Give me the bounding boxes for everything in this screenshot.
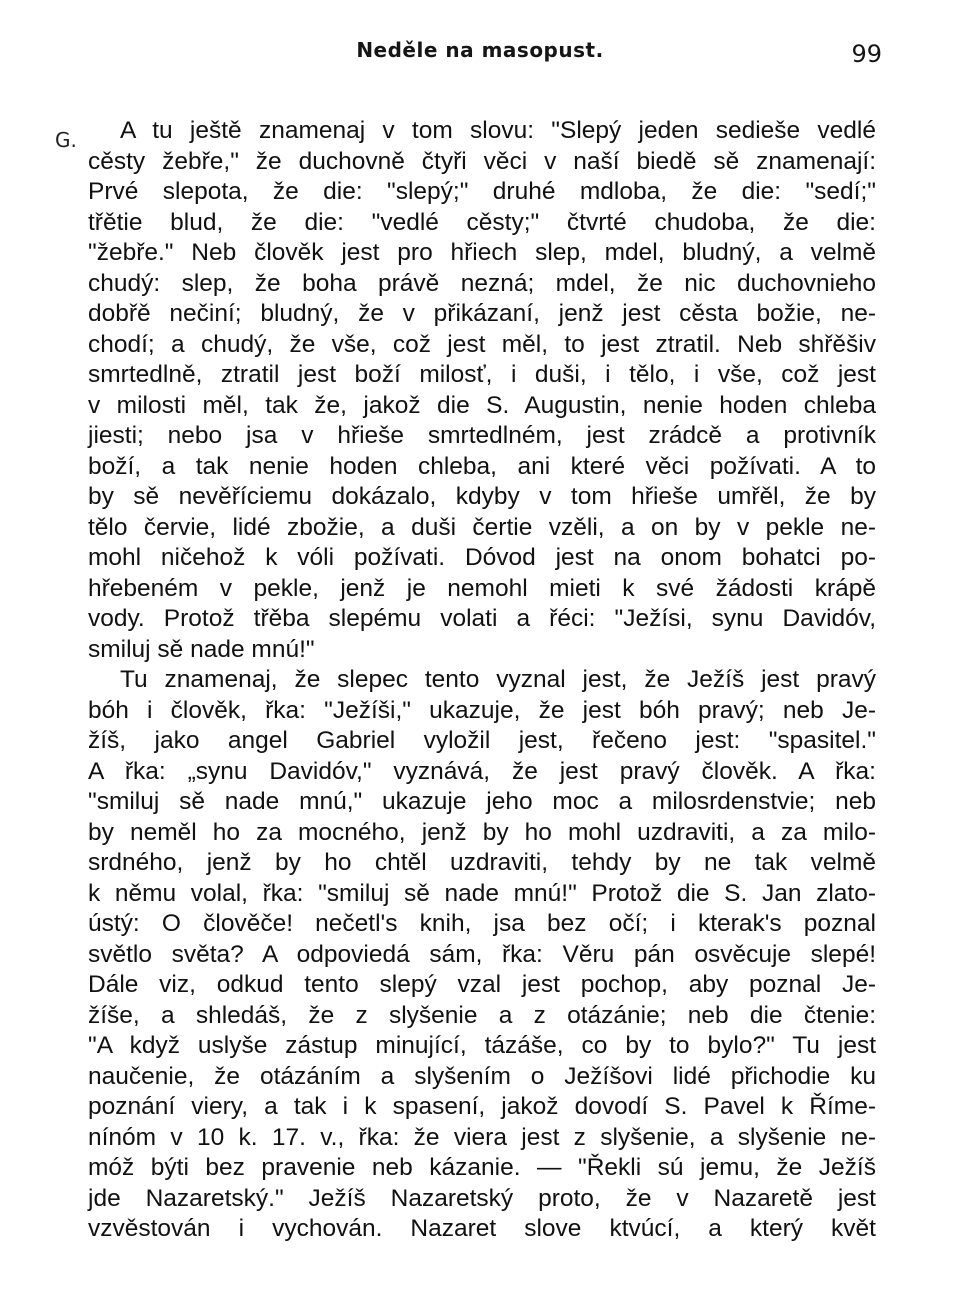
text-line: móž býti bez pravenie neb kázanie. — "Řekli sú jemu, že Ježíš	[88, 1154, 876, 1181]
body-text	[88, 116, 876, 1245]
text-line: naučenie, že otázáním a slyšením o Ježíšovi lidé přichodie ku	[88, 1062, 876, 1090]
text-line: žíš, jako angel Gabriel vyložil jest, řečeno jest: "spasitel."	[88, 727, 876, 754]
text-line: bóh i člověk, řka: "Ježíši," ukazuje, že jest bóh pravý; neb Je-	[88, 696, 876, 724]
text-line: Prvé slepota, že die: "slepý;" druhé mdloba, že die: "sedí;"	[88, 178, 876, 205]
text-line: A řka: „synu Davidóv," vyznává, že jest pravý člověk. A řka:	[88, 757, 876, 785]
text-line: smrtedlně, ztratil jest boží milosť, i duši, i tělo, i vše, což jest	[88, 361, 876, 388]
text-line: chudý: slep, že boha právě nezná; mdel, že nic duchovnieho	[88, 269, 876, 297]
text-line: světlo světa? A odpoviedá sám, řka: Věru pán osvěcuje slepé!	[88, 940, 876, 968]
text-line: smiluj sě nade mnú!"	[88, 635, 315, 663]
text-line: třětie blud, že die: "vedlé cěsty;" čtvrté chudoba, že die:	[88, 208, 876, 236]
margin-marker: G.	[55, 128, 77, 152]
text-line: hřebeném v pekle, jenž je nemohl mieti k své žádosti krápě	[88, 574, 876, 602]
text-line: Dále viz, odkud tento slepý vzal jest pochop, aby poznal Je-	[88, 971, 876, 998]
text-line: k němu volal, řka: "smiluj sě nade mnú!" Protož die S. Jan zlato-	[88, 879, 876, 907]
page-number: 99	[851, 40, 882, 68]
text-line: nínóm v 10 k. 17. v., řka: že viera jest z slyšenie, a slyšenie ne-	[88, 1123, 876, 1151]
text-line: vody. Protož třěba slepému volati a řéci: "Ježísi, synu Davidóv,	[88, 605, 876, 632]
text-line: tělo červie, lidé zbožie, a duši čertie vzěli, a on by v pekle ne-	[88, 513, 876, 541]
text-line: by neměl ho za mocného, jenž by ho mohl uzdraviti, a za milo-	[88, 818, 876, 846]
text-line: srdného, jenž by ho chtěl uzdraviti, tehdy by ne tak velmě	[88, 849, 876, 876]
text-line: "žebře." Neb člověk jest pro hřiech slep, mdel, bludný, a velmě	[88, 239, 876, 266]
text-line: vzvěstován i vychován. Nazaret slove ktvúcí, a který květ	[88, 1215, 876, 1242]
text-line: by sě nevěříciemu dokázalo, kdyby v tom hřieše umřěl, že by	[88, 483, 876, 510]
text-line: "smiluj sě nade mnú," ukazuje jeho moc a milosrdenstvie; neb	[88, 788, 876, 815]
text-line: Tu znamenaj, že slepec tento vyznal jest, že Ježíš jest pravý	[120, 666, 876, 693]
text-line: žíše, a shledáš, že z slyšenie a z otázánie; neb die čtenie:	[88, 1001, 876, 1029]
text-line: ústý: O člověče! nečetl's knih, jsa bez očí; i kterak's poznal	[88, 910, 876, 937]
text-line: dobřě nečiní; bludný, že v přikázaní, jenž jest cěsta božie, ne-	[88, 300, 876, 327]
text-line: A tu ještě znamenaj v tom slovu: "Slepý jeden sedieše vedlé	[120, 117, 876, 144]
text-line: boží, a tak nenie hoden chleba, ani které věci požívati. A to	[88, 452, 876, 480]
text-line: mohl ničehož k vóli požívati. Dóvod jest na onom bohatci po-	[88, 544, 876, 571]
text-line: jiesti; nebo jsa v hřieše smrtedlném, jest zrádcě a protivník	[88, 422, 876, 449]
running-header: Neděle na masopust.	[356, 38, 604, 62]
text-line: poznání viery, a tak i k spasení, jakož dovodí S. Pavel k Říme-	[88, 1093, 876, 1120]
text-line: "A když uslyše zástup minující, tázáše, co by to bylo?" Tu jest	[88, 1032, 876, 1059]
text-line: jde Nazaretský." Ježíš Nazaretský proto, že v Nazaretě jest	[88, 1184, 876, 1212]
text-line: cěsty žebře," že duchovně čtyři věci v naší biedě sě znamenají:	[88, 147, 876, 175]
text-line: v milosti měl, tak že, jakož die S. Augustin, nenie hoden chleba	[88, 391, 876, 419]
text-line: chodí; a chudý, že vše, což jest měl, to jest ztratil. Neb shřěšiv	[88, 330, 876, 358]
